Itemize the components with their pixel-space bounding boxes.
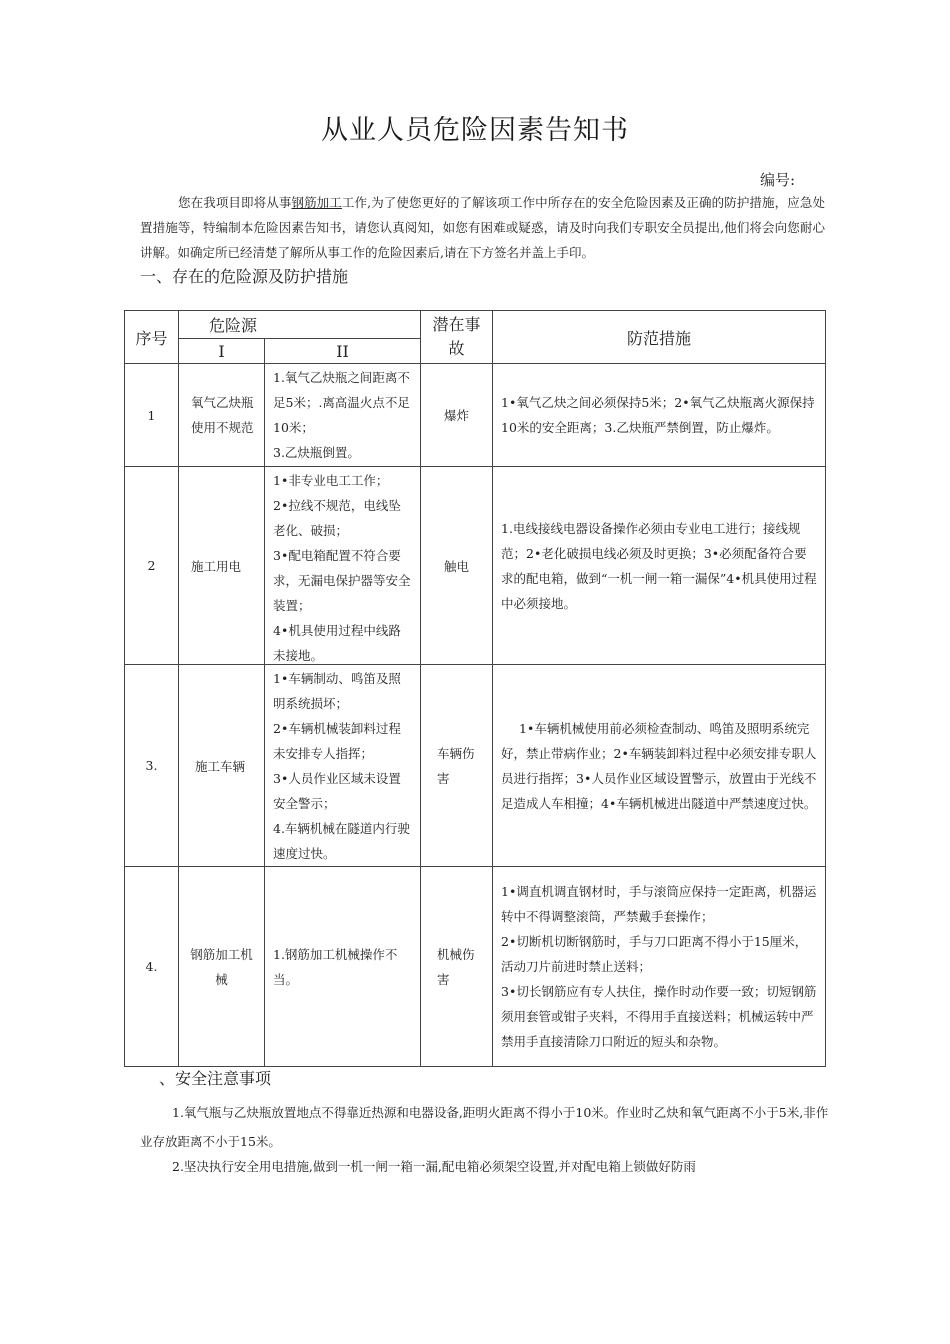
header-hazard: 危险源 xyxy=(179,311,421,339)
intro-job: 钢筋加工 xyxy=(291,195,342,210)
header-seq: 序号 xyxy=(125,311,179,364)
cause-item: 2•拉线不规范，电线坠老化、破损； xyxy=(273,497,401,538)
measure-item: 1•调直机调直钢材时，手与滚筒应保持一定距离，机器运转中不得调整滚筒，严禁戴手套操作； xyxy=(501,884,817,924)
row-accident: 触电 xyxy=(421,467,493,665)
row-measures xyxy=(493,867,826,1067)
row-accident: 机械伤害 xyxy=(421,867,493,1067)
safety-note-1: 1.氧气瓶与乙炔瓶放置地点不得靠近热源和电器设备,距明火距离不得小于10米。作业时乙炔和氧气距离不小于5米,非作业存放距离不小于15米。 xyxy=(140,1105,829,1149)
table-row xyxy=(125,867,826,1067)
table-row xyxy=(125,665,826,867)
row-causes xyxy=(265,867,421,1067)
row-measures: 1.电线接线电器设备操作必须由专业电工进行；接线规范；2•老化破损电线必须及时更换；3•必须配备符合要求的配电箱，做到“一机一闸一箱一漏保”4•机具使用过程中必须接地。 xyxy=(493,467,826,665)
section-heading-safety: 、安全注意事项 xyxy=(159,1069,272,1088)
row-measures: 1•车辆机械使用前必须检查制动、鸣笛及照明系统完好，禁止带病作业；2•车辆装卸料过程中必须安排专职人员进行指挥；3•人员作业区域设置警示，放置由于光线不足造成人车相撞；4•车辆机械进出隧道中严禁速度过快。 xyxy=(493,665,826,867)
row-causes xyxy=(265,467,421,665)
row-accident: 爆炸 xyxy=(421,364,493,467)
safety-note-2: 2.坚决执行安全用电措施,做到一机一闸一箱一漏,配电箱必须架空设置,并对配电箱上锁做好防雨 xyxy=(172,1159,696,1174)
row-source: 施工车辆 xyxy=(179,665,265,867)
intro-after: 工作,为了使您更好的了解该项工作中所存在的安全危险因素及正确的防护措施，应急处置措施等，特编制本危险因素告知书，请您认真阅知，如您有困难或疑惑，请及时向我们专职安全员提出,他们将会向您耐心讲解。如确定所已经清楚了解所从事工作的危险因素后,请在下方签名并盖上手印。 xyxy=(140,195,825,260)
row-accident: 车辆伤害 xyxy=(421,665,493,867)
header-accident: 潜在事故 xyxy=(421,311,493,364)
intro-paragraph xyxy=(140,190,825,265)
section-heading-hazards: 一、存在的危险源及防护措施 xyxy=(140,267,349,286)
cause-item: 1•车辆制动、鸣笛及照明系统损坏； xyxy=(273,670,401,711)
row-source: 氧气乙炔瓶使用不规范 xyxy=(179,364,265,467)
row-causes xyxy=(265,364,421,467)
row-measures: 1•氧气乙炔之间必须保持5米；2•氧气乙炔瓶离火源保持10米的安全距离；3.乙炔瓶严禁倒置，防止爆炸。 xyxy=(493,364,826,467)
cause-item: 4.车辆机械在隧道内行驶速度过快。 xyxy=(273,820,410,861)
row-causes xyxy=(265,665,421,867)
cause-item: 1.氧气乙炔瓶之间距离不足5米；.离高温火点不足10米； xyxy=(273,370,410,435)
intro-before: 您在我项目即将从事 xyxy=(178,195,292,210)
row-seq: 1 xyxy=(125,364,179,467)
header-measures: 防范措施 xyxy=(493,311,826,364)
cause-item: 4•机具使用过程中线路未接地。 xyxy=(273,622,401,663)
hazard-table xyxy=(124,310,826,1067)
table-row xyxy=(125,467,826,665)
header-col-1: I xyxy=(179,339,265,364)
row-seq: 2 xyxy=(125,467,179,665)
cause-item: 3•人员作业区域未设置安全警示； xyxy=(273,770,401,811)
document-number-label: 编号: xyxy=(760,171,796,189)
measure-item: 3•切长钢筋应有专人扶住，操作时动作要一致；切短钢筋须用套管或钳子夹料，不得用手直接送料；机械运转中严禁用手直接清除刀口附近的短头和杂物。 xyxy=(501,984,817,1049)
row-source: 钢筋加工机械 xyxy=(179,867,265,1067)
cause-item: 3.乙炔瓶倒置。 xyxy=(273,445,360,460)
table-row xyxy=(125,364,826,467)
cause-item: 3•配电箱配置不符合要求，无漏电保护器等安全装置； xyxy=(273,547,411,613)
measure-item: 2•切断机切断钢筋时，手与刀口距离不得小于15厘米，活动刀片前进时禁止送料； xyxy=(501,934,808,974)
cause-item: 1•非专业电工工作； xyxy=(273,472,389,488)
row-source: 施工用电 xyxy=(179,467,265,665)
row-seq: 3. xyxy=(125,665,179,867)
row-seq: 4. xyxy=(125,867,179,1067)
page-title: 从业人员危险因素告知书 xyxy=(321,115,629,146)
cause-item: 2•车辆机械装卸料过程未安排专人指挥； xyxy=(273,720,401,761)
table-header-row xyxy=(125,311,826,339)
header-col-2: II xyxy=(265,339,421,364)
cause-item: 1.钢筋加工机械操作不当。 xyxy=(273,946,398,987)
